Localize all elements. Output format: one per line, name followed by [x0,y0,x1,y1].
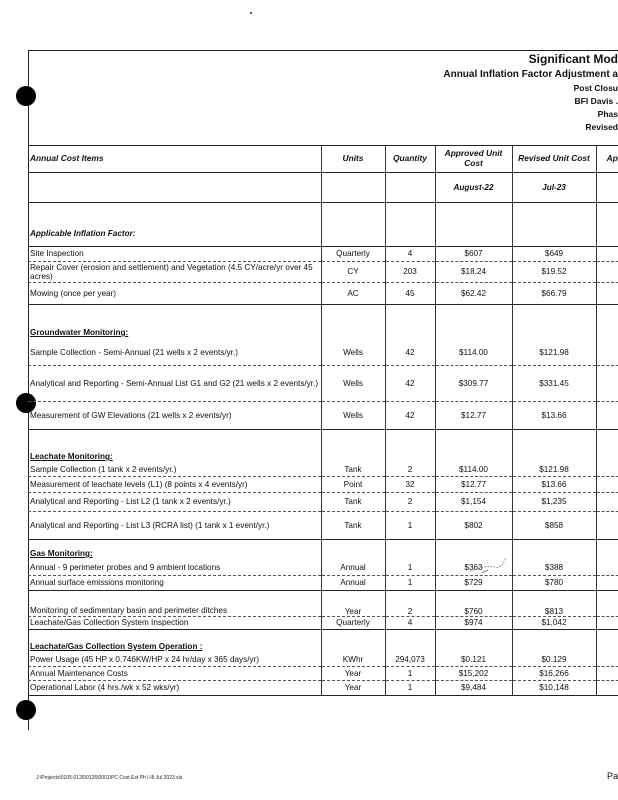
table-row: Analytical and Reporting - Semi-Annual List G1 and G2 (21 wells x 2 events/yr.) Wells 42 $309.77 $331.45 [28,366,618,402]
col-units: Units [321,146,385,173]
footer-file-path: J:\Projects\0105-0126\0126\0001\PC Cost Est Ph I-III Jul 2023.xls [36,775,183,781]
table-row: Repair Cover (erosion and settlement) and Vegetation (4.5 CY/acre/yr over 45 acres) CY 203 $18.24 $19.52 [28,262,618,283]
table-row: Mowing (once per year) AC 45 $62.42 $66.79 [28,283,618,305]
col-next-cut: Ap [596,146,618,173]
col-revised-unit-cost: Revised Unit Cost [512,146,596,173]
footer-page-label: Pa [606,771,618,781]
table-row: Annual surface emissions monitoring Annual 1 $729 $780 [28,576,618,591]
table-row: Power Usage (45 HP x 0.746KW/HP x 24 hr/day x 365 days/yr) KWhr 294,073 $0.121 $0.129 [28,654,618,667]
section-heading-collection-operation: Leachate/Gas Collection System Operation : [28,630,618,654]
table-row: Site Inspection Quarterly 4 $607 $649 [28,247,618,262]
revised-date: Jul-23 [512,173,596,203]
punch-hole-bottom [16,700,36,720]
inflation-factor-row [28,203,618,247]
document-subtitle: Annual Inflation Factor Adjustment a [443,69,618,80]
col-approved-unit-cost: Approved Unit Cost [435,146,512,173]
section-heading-leachate: Leachate Monitoring: [28,430,618,464]
approved-date: August-22 [435,173,512,203]
pen-scribble-mark [468,553,508,577]
inflation-factor-label: Applicable Inflation Factor: [28,203,321,247]
table-row: Analytical and Reporting - List L2 (1 tank x 2 events/yr.) Tank 2 $1,154 $1,235 [28,493,618,512]
table-row: Leachate/Gas Collection System Inspection Quarterly 4 $974 $1,042 [28,617,618,630]
table-row: Sample Collection - Semi-Annual (21 wells x 2 events/yr.) Wells 42 $114.00 $121.98 [28,340,618,366]
table-row: Measurement of leachate levels (L1) (8 points x 4 events/yr) Point 32 $12.77 $13.66 [28,477,618,493]
table-row: Operational Labor (4 hrs./wk x 52 wks/yr) Year 1 $9,484 $10,148 [28,681,618,696]
table-row: Sample Collection (1 tank x 2 events/yr.) Tank 2 $114.00 $121.98 [28,464,618,477]
document-title: Significant Mod [528,52,618,66]
date-row [28,173,618,203]
section-heading-gas: Gas Monitoring: [28,540,618,561]
header-line-phase: Phas [597,109,618,119]
section-heading-groundwater: Groundwater Monitoring: [28,305,618,340]
table-row: Annual - 9 perimeter probes and 9 ambient locations Annual 1 $363 $388 [28,561,618,576]
table-row: Measurement of GW Elevations (21 wells x 2 events/yr) Wells 42 $12.77 $13.66 [28,402,618,430]
header-line-site: BFI Davis . [574,96,618,106]
punch-hole-top [16,86,36,106]
frame-top-border [28,50,618,51]
header-line-post-closure: Post Closu [573,83,618,93]
table-row: Annual Maintenance Costs Year 1 $15,202 $16,266 [28,667,618,681]
header-line-revised: Revised [585,122,618,132]
scan-speck [250,12,252,14]
table-row: Analytical and Reporting - List L3 (RCRA list) (1 tank x 1 event/yr.) Tank 1 $802 $858 [28,512,618,540]
col-quantity: Quantity [385,146,435,173]
cost-table [28,145,618,696]
col-annual-cost-items: Annual Cost Items [28,146,321,173]
table-row: Monitoring of sedimentary basin and perimeter ditches Year 2 $760 $813 [28,591,618,617]
column-header-row [28,146,618,173]
